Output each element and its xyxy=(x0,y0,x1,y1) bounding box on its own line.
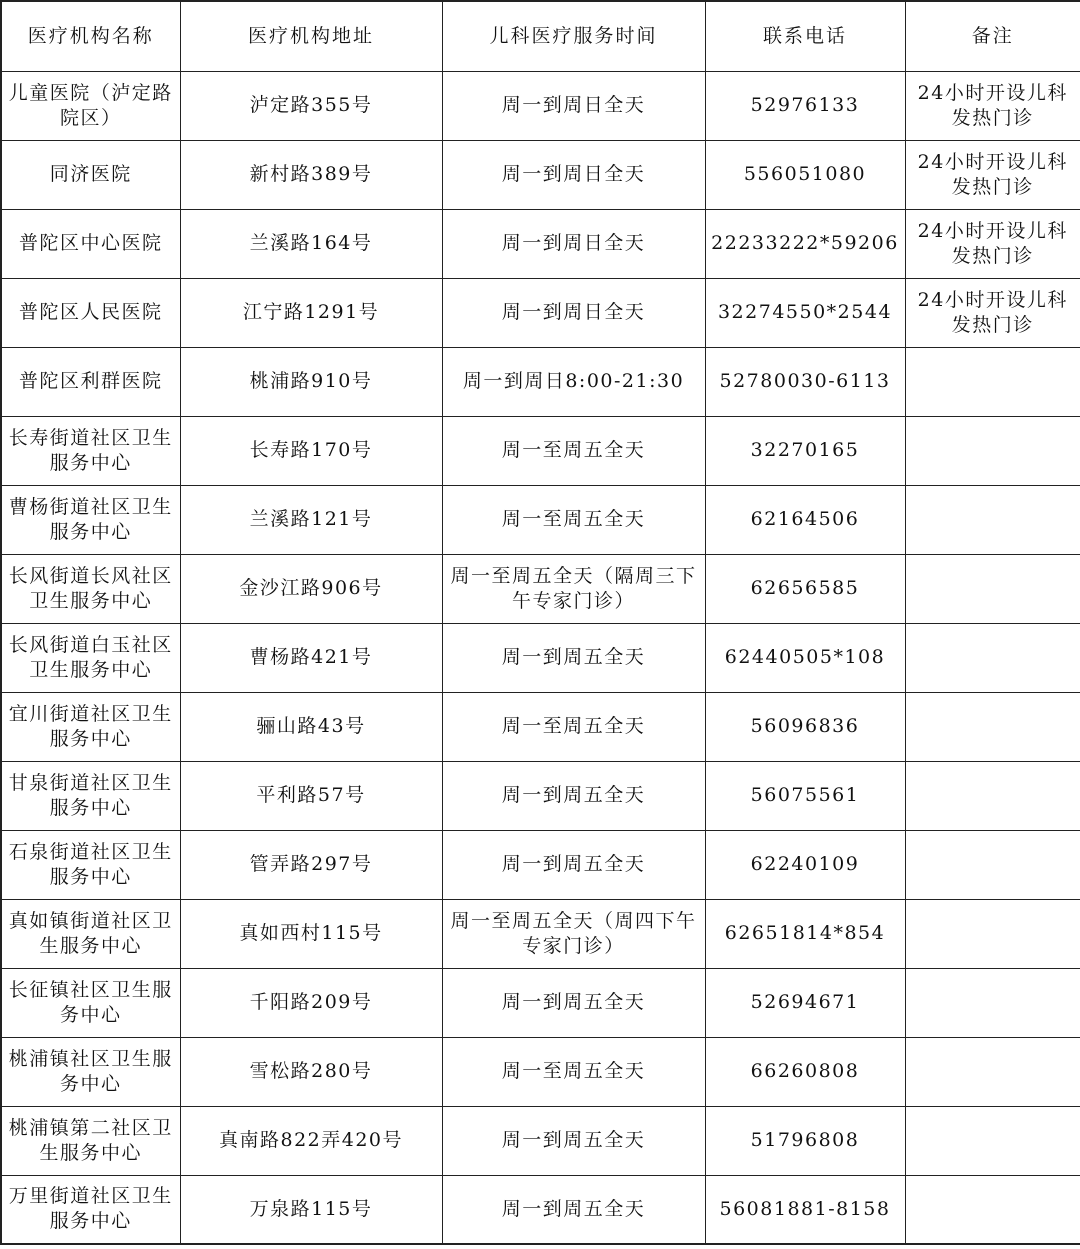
cell-address: 骊山路43号 xyxy=(180,692,442,761)
cell-name: 同济医院 xyxy=(1,140,180,209)
cell-address: 万泉路115号 xyxy=(180,1175,442,1244)
table-row xyxy=(1,968,1080,1037)
cell-note: 24小时开设儿科发热门诊 xyxy=(905,278,1080,347)
table-row xyxy=(1,278,1080,347)
cell-note xyxy=(905,692,1080,761)
cell-address: 平利路57号 xyxy=(180,761,442,830)
cell-hours: 周一到周五全天 xyxy=(442,1175,705,1244)
cell-hours: 周一至周五全天 xyxy=(442,1037,705,1106)
header-hours: 儿科医疗服务时间 xyxy=(442,1,705,71)
table-row xyxy=(1,899,1080,968)
cell-phone: 56081881-8158 xyxy=(705,1175,905,1244)
cell-hours: 周一到周五全天 xyxy=(442,830,705,899)
cell-name: 宜川街道社区卫生服务中心 xyxy=(1,692,180,761)
cell-phone: 22233222*59206 xyxy=(705,209,905,278)
cell-phone: 32274550*2544 xyxy=(705,278,905,347)
cell-note xyxy=(905,968,1080,1037)
cell-name: 真如镇街道社区卫生服务中心 xyxy=(1,899,180,968)
cell-address: 真南路822弄420号 xyxy=(180,1106,442,1175)
cell-name: 儿童医院（泸定路院区） xyxy=(1,71,180,140)
header-name: 医疗机构名称 xyxy=(1,1,180,71)
cell-phone: 62651814*854 xyxy=(705,899,905,968)
cell-name: 普陀区中心医院 xyxy=(1,209,180,278)
cell-hours: 周一到周日全天 xyxy=(442,278,705,347)
cell-hours: 周一到周日全天 xyxy=(442,140,705,209)
cell-hours: 周一至周五全天（周四下午专家门诊） xyxy=(442,899,705,968)
cell-phone: 32270165 xyxy=(705,416,905,485)
cell-note: 24小时开设儿科发热门诊 xyxy=(905,71,1080,140)
cell-name: 万里街道社区卫生服务中心 xyxy=(1,1175,180,1244)
cell-name: 普陀区利群医院 xyxy=(1,347,180,416)
cell-address: 曹杨路421号 xyxy=(180,623,442,692)
cell-name: 曹杨街道社区卫生服务中心 xyxy=(1,485,180,554)
cell-hours: 周一到周日全天 xyxy=(442,209,705,278)
cell-note xyxy=(905,347,1080,416)
cell-phone: 56096836 xyxy=(705,692,905,761)
cell-phone: 62164506 xyxy=(705,485,905,554)
cell-phone: 62656585 xyxy=(705,554,905,623)
cell-address: 兰溪路121号 xyxy=(180,485,442,554)
cell-name: 长征镇社区卫生服务中心 xyxy=(1,968,180,1037)
cell-hours: 周一到周五全天 xyxy=(442,761,705,830)
cell-name: 普陀区人民医院 xyxy=(1,278,180,347)
cell-hours: 周一到周五全天 xyxy=(442,623,705,692)
cell-address: 江宁路1291号 xyxy=(180,278,442,347)
cell-note: 24小时开设儿科发热门诊 xyxy=(905,140,1080,209)
cell-name: 桃浦镇社区卫生服务中心 xyxy=(1,1037,180,1106)
cell-phone: 52694671 xyxy=(705,968,905,1037)
cell-address: 新村路389号 xyxy=(180,140,442,209)
cell-address: 金沙江路906号 xyxy=(180,554,442,623)
cell-note xyxy=(905,1175,1080,1244)
table-row xyxy=(1,1106,1080,1175)
cell-address: 桃浦路910号 xyxy=(180,347,442,416)
cell-hours: 周一至周五全天 xyxy=(442,692,705,761)
table-row xyxy=(1,485,1080,554)
cell-address: 千阳路209号 xyxy=(180,968,442,1037)
cell-hours: 周一到周五全天 xyxy=(442,1106,705,1175)
header-phone: 联系电话 xyxy=(705,1,905,71)
table-row xyxy=(1,1175,1080,1244)
cell-name: 桃浦镇第二社区卫生服务中心 xyxy=(1,1106,180,1175)
header-row xyxy=(1,1,1080,71)
cell-note xyxy=(905,1037,1080,1106)
cell-address: 雪松路280号 xyxy=(180,1037,442,1106)
cell-note xyxy=(905,623,1080,692)
cell-phone: 52780030-6113 xyxy=(705,347,905,416)
cell-address: 泸定路355号 xyxy=(180,71,442,140)
cell-address: 兰溪路164号 xyxy=(180,209,442,278)
cell-phone: 556051080 xyxy=(705,140,905,209)
cell-phone: 56075561 xyxy=(705,761,905,830)
cell-note xyxy=(905,1106,1080,1175)
cell-note: 24小时开设儿科发热门诊 xyxy=(905,209,1080,278)
table-row xyxy=(1,623,1080,692)
cell-address: 真如西村115号 xyxy=(180,899,442,968)
cell-note xyxy=(905,899,1080,968)
cell-phone: 51796808 xyxy=(705,1106,905,1175)
table-row xyxy=(1,209,1080,278)
table-row xyxy=(1,140,1080,209)
table-row xyxy=(1,1037,1080,1106)
table-row xyxy=(1,416,1080,485)
header-note: 备注 xyxy=(905,1,1080,71)
table-body xyxy=(1,71,1080,1244)
table-row xyxy=(1,692,1080,761)
cell-name: 石泉街道社区卫生服务中心 xyxy=(1,830,180,899)
cell-address: 管弄路297号 xyxy=(180,830,442,899)
cell-address: 长寿路170号 xyxy=(180,416,442,485)
cell-hours: 周一至周五全天（隔周三下午专家门诊） xyxy=(442,554,705,623)
table-row xyxy=(1,347,1080,416)
cell-phone: 52976133 xyxy=(705,71,905,140)
cell-note xyxy=(905,485,1080,554)
cell-hours: 周一到周五全天 xyxy=(442,968,705,1037)
cell-note xyxy=(905,761,1080,830)
table-row xyxy=(1,71,1080,140)
cell-name: 长风街道长风社区卫生服务中心 xyxy=(1,554,180,623)
cell-name: 长寿街道社区卫生服务中心 xyxy=(1,416,180,485)
cell-hours: 周一到周日8:00-21:30 xyxy=(442,347,705,416)
table-row xyxy=(1,554,1080,623)
cell-name: 甘泉街道社区卫生服务中心 xyxy=(1,761,180,830)
cell-note xyxy=(905,554,1080,623)
cell-note xyxy=(905,416,1080,485)
cell-hours: 周一到周日全天 xyxy=(442,71,705,140)
table-row xyxy=(1,830,1080,899)
cell-phone: 66260808 xyxy=(705,1037,905,1106)
cell-name: 长风街道白玉社区卫生服务中心 xyxy=(1,623,180,692)
cell-note xyxy=(905,830,1080,899)
table-row xyxy=(1,761,1080,830)
table-header xyxy=(1,1,1080,71)
cell-hours: 周一至周五全天 xyxy=(442,416,705,485)
cell-phone: 62240109 xyxy=(705,830,905,899)
cell-phone: 62440505*108 xyxy=(705,623,905,692)
header-address: 医疗机构地址 xyxy=(180,1,442,71)
cell-hours: 周一至周五全天 xyxy=(442,485,705,554)
